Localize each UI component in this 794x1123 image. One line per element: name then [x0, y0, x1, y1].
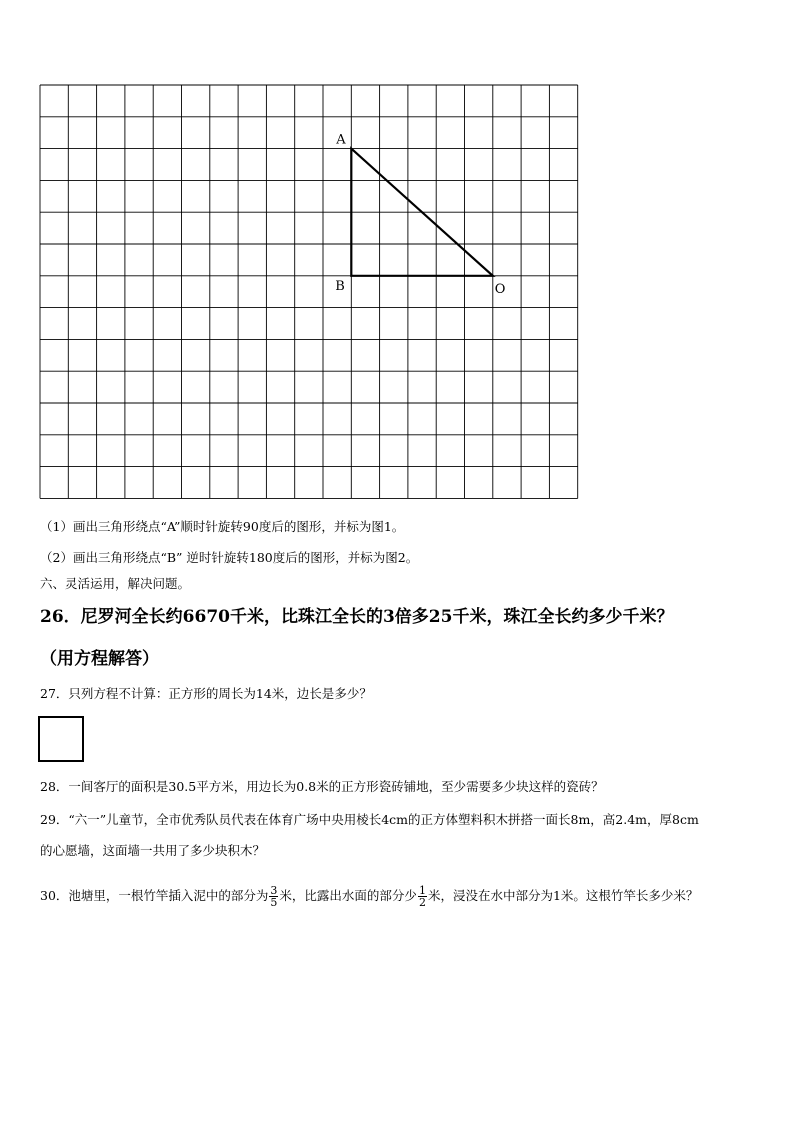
point-label-a: A: [336, 132, 346, 148]
frac1-numerator: 3: [270, 884, 278, 897]
q26-line2: （用方程解答）: [40, 649, 159, 669]
q30-part1: 30．池塘里，一根竹竿插入泥中的部分为: [40, 888, 269, 903]
frac2-denominator: 2: [418, 896, 426, 909]
q29-line1: 29．“六一”儿童节，全市优秀队员代表在体育广场中央用棱长4cm的正方体塑料积木拼搭一面长8m，高2.4m，厚8cm: [40, 812, 699, 827]
q30-text: [40, 882, 698, 910]
q28-text: 28．一间客厅的面积是30.5平方米，用边长为0.8米的正方形瓷砖铺地，至少需要多少块这样的瓷砖？: [40, 779, 604, 794]
q26-line1: 26．尼罗河全长约6670千米，比珠江全长的3倍多25千米，珠江全长约多少千米？: [40, 607, 674, 627]
grid-figure: [0, 0, 794, 520]
answer-box[interactable]: [38, 716, 84, 762]
fraction-one-half: [418, 885, 427, 908]
section-6-title: 六、灵活运用，解决问题。: [40, 576, 191, 591]
q25-part1: （1）画出三角形绕点“A”顺时针旋转90度后的图形，并标为图1。: [40, 519, 405, 534]
point-label-b: B: [335, 278, 345, 294]
q30-part3: 米，浸没在水中部分为1米。这根竹竿长多少米？: [427, 888, 699, 903]
frac1-denominator: 5: [270, 896, 278, 909]
frac2-numerator: 1: [418, 884, 426, 897]
q30-part2: 米，比露出水面的部分少: [279, 888, 417, 903]
fraction-three-fifths: [269, 885, 278, 908]
point-label-o: O: [494, 281, 506, 297]
q27-text: 27．只列方程不计算：正方形的周长为14米，边长是多少？: [40, 686, 372, 701]
q29-line2: 的心愿墙，这面墙一共用了多少块积木？: [40, 843, 266, 858]
q25-part2: （2）画出三角形绕点“B” 逆时针旋转180度后的图形，并标为图2。: [40, 550, 419, 565]
